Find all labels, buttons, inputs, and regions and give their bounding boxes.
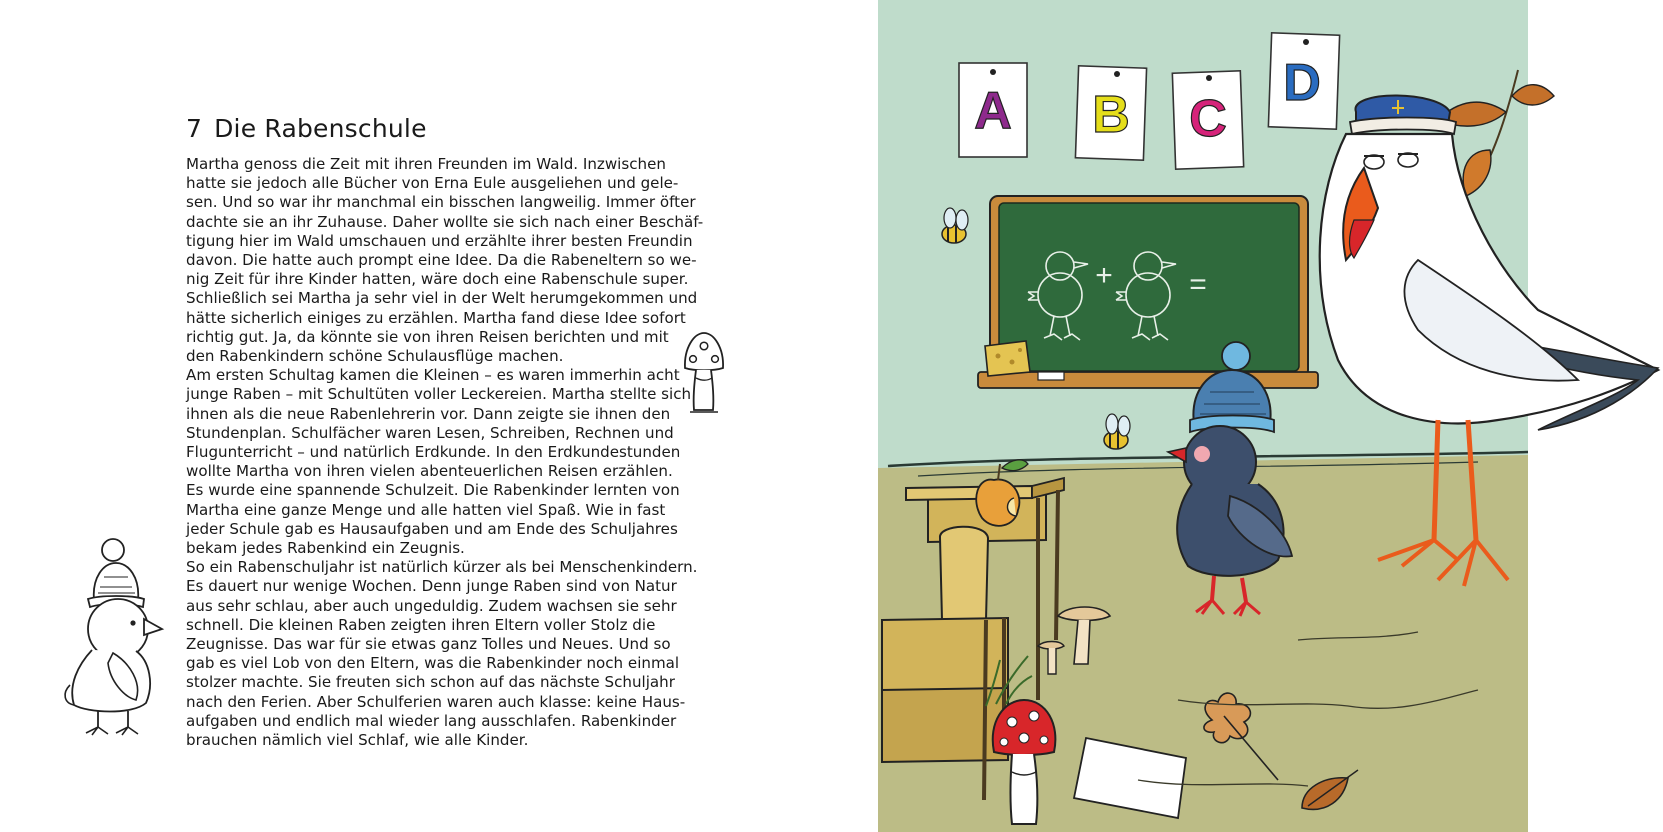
- story-line: Zeugnisse. Das war für sie etwas ganz Tolles und Neues. Und so: [186, 635, 671, 654]
- story-line: schnell. Die kleinen Raben zeigten ihren Eltern voller Stolz die: [186, 615, 656, 634]
- story-line: hätte sicherlich einiges zu erzählen. Martha fand diese Idee sofort: [186, 308, 686, 327]
- story-line: junge Raben – mit Schultüten voller Leckereien. Martha stellte sich: [186, 385, 692, 404]
- letter-b: B: [1092, 86, 1130, 144]
- story-line: Flugunterricht – und natürlich Erdkunde. In den Erdkundestunden: [186, 443, 681, 462]
- story-line: dachte sie an ihr Zuhause. Daher wollte sie sich nach einer Beschäf-: [186, 212, 704, 231]
- story-line: aus sehr schlau, aber auch ungeduldig. Zudem wachsen sie sehr: [186, 596, 677, 615]
- chalk-plus: +: [1095, 259, 1113, 292]
- story-line: nach den Ferien. Aber Schulferien waren auch klasse: keine Haus-: [186, 692, 686, 711]
- left-page: [0, 0, 830, 832]
- mushroom-outline-icon: [680, 330, 728, 416]
- story-line: brauchen nämlich viel Schlaf, wie alle Kinder.: [186, 731, 529, 750]
- story-line: hatte sie jedoch alle Bücher von Erna Eule ausgeliehen und gele-: [186, 174, 679, 193]
- letter-card-b: [1075, 66, 1146, 160]
- classroom-illustration: [878, 0, 1663, 832]
- story-line: bekam jedes Rabenkind ein Zeugnis.: [186, 539, 465, 558]
- story-line: Es dauert nur wenige Wochen. Denn junge Raben sind von Natur: [186, 577, 677, 596]
- story-line: wollte Martha von ihren vielen abenteuerlichen Reisen erzählen.: [186, 462, 673, 481]
- story-line: gab es viel Lob von den Eltern, was die Rabenkinder noch einmal: [186, 654, 680, 673]
- chalk-equals: =: [1189, 268, 1207, 301]
- letter-card-c: [1172, 71, 1243, 169]
- story-line: ihnen als die neue Rabenlehrerin vor. Dann zeigte sie ihnen den: [186, 404, 671, 423]
- chapter-title-text: Die Rabenschule: [214, 114, 427, 143]
- chalkboard: [978, 196, 1318, 388]
- story-line: jeder Schule gab es Hausaufgaben und am Ende des Schuljahres: [186, 519, 678, 538]
- letter-c: C: [1189, 90, 1227, 148]
- story-line: davon. Die hatte auch prompt eine Idee. Da die Rabeneltern so we-: [186, 251, 697, 270]
- story-line: Schließlich sei Martha ja sehr viel in der Welt herumgekommen und: [186, 289, 698, 308]
- story-line: Martha genoss die Zeit mit ihren Freunden im Wald. Inzwischen: [186, 155, 666, 173]
- story-line: So ein Rabenschuljahr ist natürlich kürzer als bei Menschenkindern.: [186, 558, 698, 577]
- story-line: stolzer machte. Sie freuten sich schon auf das nächste Schuljahr: [186, 673, 675, 692]
- story-line: sen. Und so war ihr manchmal ein bisschen langweilig. Immer öfter: [186, 193, 696, 212]
- story-text: [186, 155, 704, 750]
- letter-card-a: [959, 63, 1027, 157]
- letter-d: D: [1283, 54, 1321, 112]
- story-line: tigung hier im Wald umschauen und erzählte ihrer besten Freundin: [186, 231, 693, 250]
- bee-icon: [1104, 414, 1130, 449]
- story-line: Martha eine ganze Menge und alle hatten viel Spaß. Wie in fast: [186, 500, 666, 519]
- story-line: aufgaben und endlich mal wieder lang ausschlafen. Rabenkinder: [186, 711, 677, 730]
- baby-raven-outline-icon: [58, 535, 170, 740]
- story-line: richtig gut. Ja, da könnte sie von ihren Reisen berichten und mit: [186, 327, 669, 346]
- story-line: Stundenplan. Schulfächer waren Lesen, Schreiben, Rechnen und: [186, 423, 674, 442]
- letter-a: A: [974, 82, 1012, 140]
- chapter-title: [186, 114, 427, 143]
- chapter-number: 7: [186, 114, 203, 143]
- story-line: nig Zeit für ihre Kinder hatten, wäre doch eine Rabenschule super.: [186, 270, 689, 289]
- chalk-icon: [1038, 372, 1064, 380]
- sponge-icon: [985, 341, 1030, 376]
- story-line: Am ersten Schultag kamen die Kleinen – es waren immerhin acht: [186, 366, 680, 385]
- bee-icon: [942, 208, 968, 243]
- letter-card-d: [1268, 33, 1339, 129]
- story-line: den Rabenkindern schöne Schulausflüge machen.: [186, 347, 564, 366]
- story-line: Es wurde eine spannende Schulzeit. Die Rabenkinder lernten von: [186, 481, 680, 500]
